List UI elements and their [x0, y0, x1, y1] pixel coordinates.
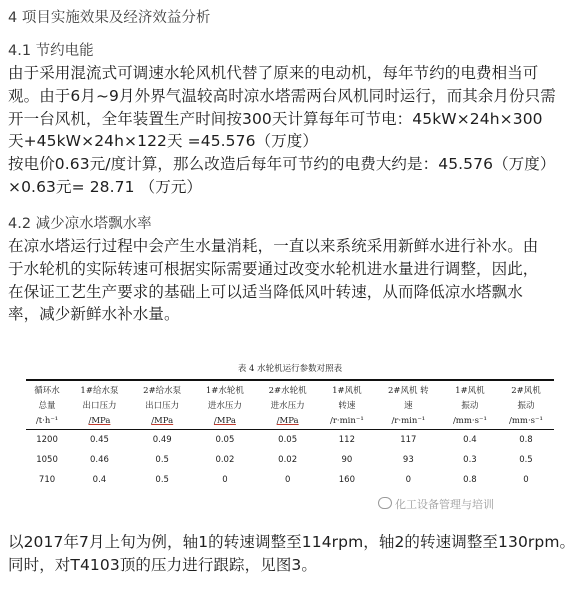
table-cell: 0.02	[278, 455, 298, 465]
paragraph-line: 开一台风机，全年装置生产时间按300天计算每年可节电：45kW×24h×300	[8, 109, 543, 128]
table-cell: 117	[400, 435, 417, 445]
wechat-icon	[378, 497, 392, 509]
header-cell: 2#风机 转 速 /r·min⁻¹	[387, 386, 429, 426]
table-cell: 0.49	[152, 435, 172, 445]
table-cell: 1050	[36, 455, 58, 465]
paragraph-line: 天+45kW×24h×122天 =45.576（万度）	[8, 132, 318, 151]
table-cell: 0	[523, 475, 529, 485]
paragraph-energy-saving	[8, 62, 574, 199]
header-cell: 2#给水泵 出口压力 /MPa	[143, 386, 182, 426]
table-cell: 0	[284, 475, 291, 485]
table-cell: 0	[405, 475, 412, 485]
table-cell: 0.05	[215, 435, 235, 445]
paragraph-line: 按电价0.63元/度计算，那么改造后每年可节约的电费大约是：45.576（万度）	[8, 155, 556, 174]
table-cell: 0.46	[89, 455, 109, 465]
header-cell: 循环水 总量 /t·h⁻¹	[34, 386, 60, 426]
header-cell: 2#风机 振动 /mm·s⁻¹	[508, 386, 543, 426]
table-cell: 0.8	[463, 475, 477, 485]
paragraph-water-reduction	[8, 235, 574, 326]
table-cell: 93	[402, 455, 414, 465]
table-cell: 0.4	[463, 435, 477, 445]
paragraph-line: 以2017年7月上旬为例，轴1的转速调整至114rpm，轴2的转速调整至130rpm。	[8, 533, 576, 551]
paragraph-line: 在凉水塔运行过程中会产生水量消耗，一直以来系统采用新鲜水进行补水。由	[8, 237, 539, 255]
table-grid	[26, 384, 554, 490]
table-cell: 0.45	[89, 435, 109, 445]
table-cell: 0	[222, 475, 228, 485]
paragraph-line: 在保证工艺生产要求的基础上可以适当降低风叶转速，从而降低凉水塔飘水	[8, 282, 523, 301]
subsection-title-4-1: 4.1 节约电能	[8, 43, 94, 59]
paragraph-line: 观。由于6月~9月外界气温较高时凉水塔需两台风机同时运行，而其余月份只需	[8, 86, 556, 105]
paragraph-line: 同时，对T4103顶的压力进行跟踪，见图3。	[8, 555, 317, 574]
table-cell: 0.3	[463, 455, 477, 465]
paragraph-line: 于水轮机的实际转速可根据实际需要通过改变水轮机进水量进行调整，因此，	[8, 259, 539, 278]
table-cell: 0.4	[92, 475, 107, 485]
header-cell: 1#水轮机 进水压力 /MPa	[205, 386, 244, 426]
paragraph-line: 率，减少新鲜水补水量。	[8, 305, 180, 324]
header-cell: 1#风机 振动 /mm·s⁻¹	[452, 386, 487, 426]
subsection-title-4-2: 4.2 减少凉水塔飘水率	[8, 216, 152, 232]
table-cell: 0.8	[519, 435, 533, 445]
table-header-row	[26, 384, 554, 430]
table-top-rule	[26, 379, 554, 381]
table-row	[26, 430, 554, 451]
table-cell: 0.5	[155, 455, 169, 465]
section-heading: 4 项目实施效果及经济效益分析	[8, 10, 211, 26]
header-cell: 1#给水泵 出口压力 /MPa	[80, 386, 119, 426]
table-cell: 90	[341, 455, 353, 465]
table-cell: 1200	[36, 435, 58, 445]
table-cell: 160	[338, 475, 355, 485]
watermark	[378, 496, 494, 512]
table-cell: 0.5	[155, 475, 169, 485]
table-cell: 0.05	[278, 435, 298, 445]
table-row	[26, 470, 554, 490]
paragraph-footer	[8, 531, 574, 577]
paragraph-line: ×0.63元= 28.71 （万元）	[8, 177, 203, 196]
table-cell: 0.5	[519, 455, 533, 465]
paragraph-line: 由于采用混流式可调速水轮风机代替了原来的电动机，每年节约的电费相当可	[8, 64, 539, 82]
table-row	[26, 450, 554, 470]
parameter-table	[26, 362, 554, 510]
table-cell: 710	[38, 475, 56, 485]
header-cell: 1#风机 转速 /r·min⁻¹	[329, 386, 364, 426]
watermark-text: 化工设备管理与培训	[395, 498, 494, 511]
header-cell: 2#水轮机 进水压力 /MPa	[268, 386, 307, 426]
table-title: 表 4 水轮机运行参数对照表	[237, 364, 343, 374]
table-cell: 0.02	[215, 455, 235, 465]
table-cell: 112	[338, 435, 355, 445]
